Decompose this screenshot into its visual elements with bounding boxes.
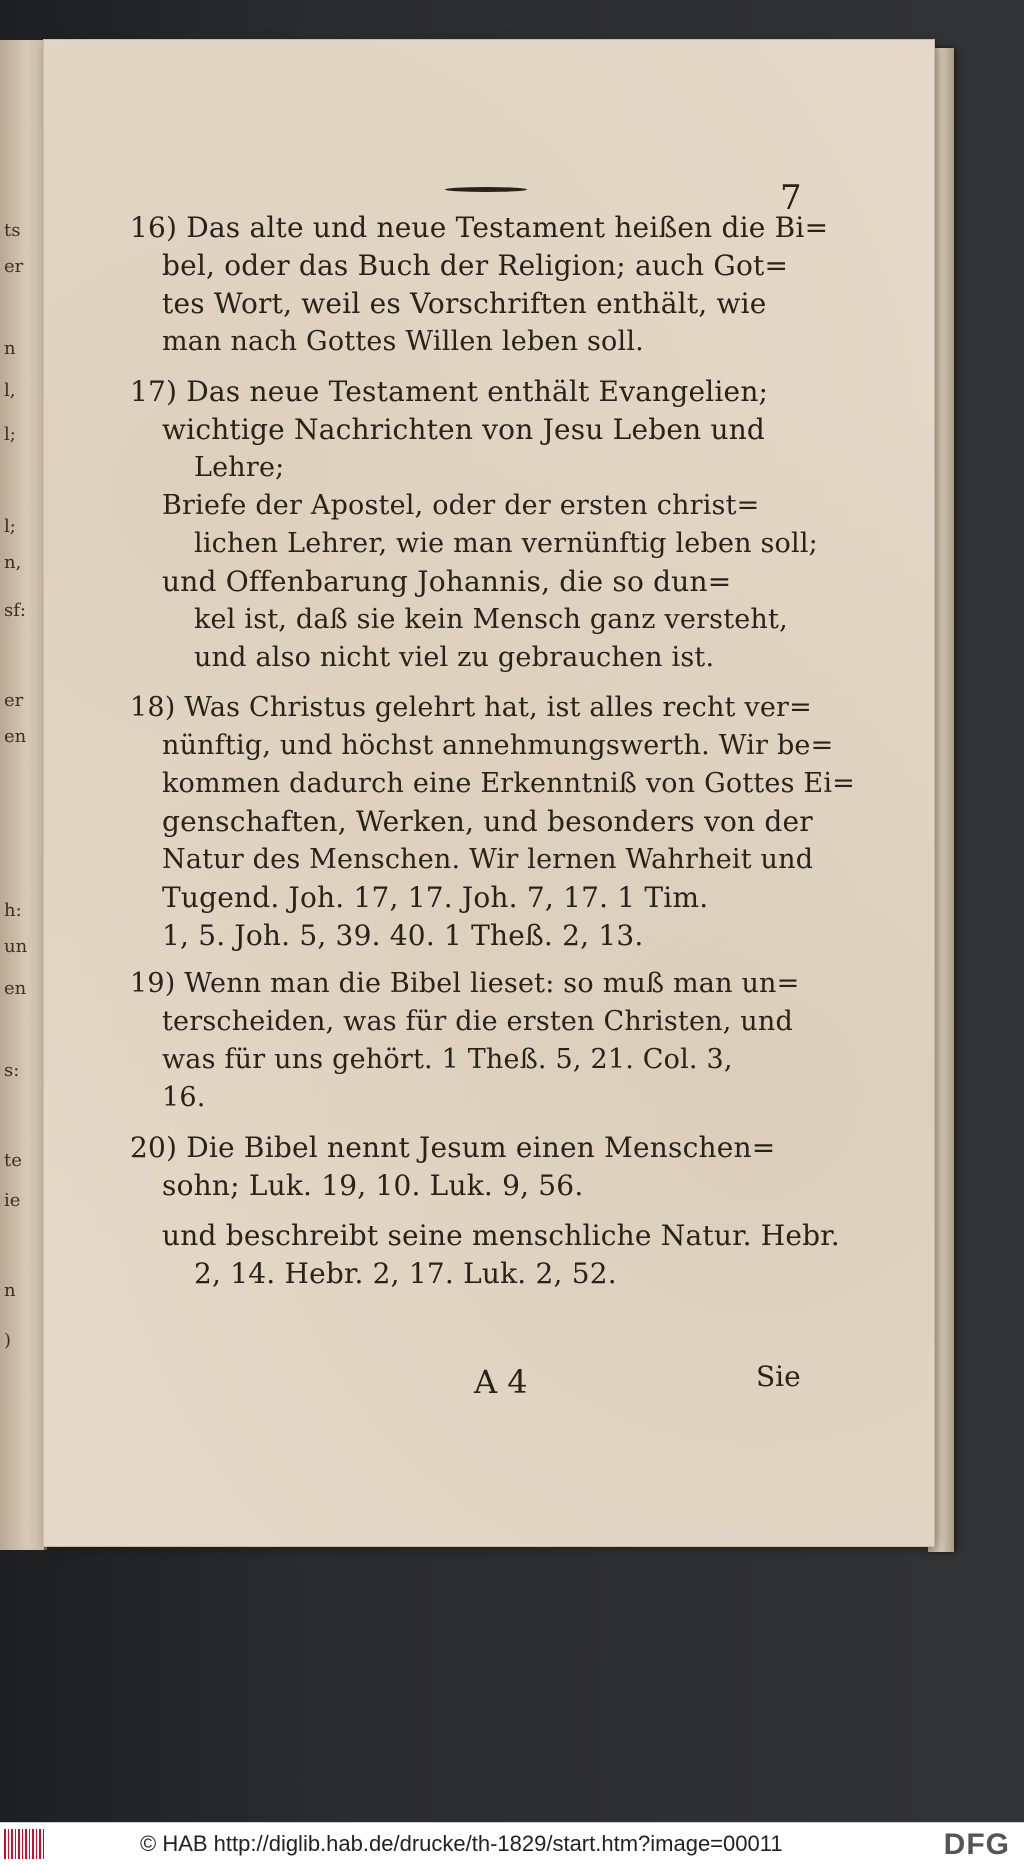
text-line: 18) Was Christus gelehrt hat, ist alles recht ver=	[130, 692, 812, 723]
text-line: Natur des Menschen. Wir lernen Wahrheit und	[162, 844, 814, 875]
text-line: kommen dadurch eine Erkenntniß von Gottes Ei=	[162, 768, 856, 799]
footer-url[interactable]: © HAB http://diglib.hab.de/drucke/th-1829/start.htm?image=00011	[140, 1831, 783, 1856]
left-fragment: l;	[4, 424, 16, 445]
book-page	[44, 40, 934, 1546]
text-line: sohn; Luk. 19, 10. Luk. 9, 56.	[162, 1169, 584, 1202]
text-line: und also nicht viel zu gebrauchen ist.	[194, 642, 715, 673]
left-fragment: en	[4, 726, 27, 747]
left-fragment: en	[4, 978, 27, 999]
left-fragment: l;	[4, 516, 16, 537]
text-line: Briefe der Apostel, oder der ersten christ=	[162, 490, 760, 521]
left-fragment: te	[4, 1150, 22, 1171]
text-line: und beschreibt seine menschliche Natur. Hebr.	[162, 1219, 840, 1252]
barcode-icon	[4, 1829, 44, 1859]
signature-mark: A 4	[474, 1363, 528, 1401]
left-fragment: )	[4, 1330, 12, 1351]
footer-bar	[0, 1822, 1024, 1865]
left-fragment: er	[4, 690, 24, 711]
text-line: 2, 14. Hebr. 2, 17. Luk. 2, 52.	[194, 1257, 617, 1290]
left-fragment: n	[4, 338, 16, 359]
text-line: bel, oder das Buch der Religion; auch Got=	[162, 249, 789, 282]
left-fragment: ie	[4, 1190, 21, 1211]
text-line: 1, 5. Joh. 5, 39. 40. 1 Theß. 2, 13.	[162, 919, 644, 952]
text-line: tes Wort, weil es Vorschriften enthält, wie	[162, 287, 767, 320]
text-line: was für uns gehört. 1 Theß. 5, 21. Col. 3,	[162, 1044, 733, 1075]
left-fragment: un	[4, 936, 28, 957]
page-number: 7	[780, 178, 802, 218]
text-line: terscheiden, was für die ersten Christen, und	[162, 1006, 793, 1037]
text-line: 16) Das alte und neue Testament heißen die Bi=	[130, 211, 829, 244]
left-fragment: ts	[4, 220, 21, 241]
text-line: 17) Das neue Testament enthält Evangelien;	[130, 375, 769, 408]
text-line: genschaften, Werken, und besonders von der	[162, 805, 813, 838]
text-line: 20) Die Bibel nennt Jesum einen Menschen=	[130, 1131, 776, 1164]
left-fragment: h:	[4, 900, 22, 921]
left-fragment: l,	[4, 380, 16, 401]
text-line: 16.	[162, 1082, 206, 1113]
catchword: Sie	[756, 1360, 801, 1393]
text-line: Tugend. Joh. 17, 17. Joh. 7, 17. 1 Tim.	[162, 881, 709, 914]
left-fragment: s:	[4, 1060, 20, 1081]
left-fragment: n	[4, 1280, 16, 1301]
left-fragment: n,	[4, 552, 22, 573]
dfg-logo: DFG	[943, 1828, 1010, 1861]
text-line: 19) Wenn man die Bibel lieset: so muß man un=	[130, 968, 800, 999]
text-line: man nach Gottes Willen leben soll.	[162, 326, 644, 357]
text-line: kel ist, daß sie kein Mensch ganz versteht,	[194, 604, 788, 635]
text-line: wichtige Nachrichten von Jesu Leben und	[162, 413, 766, 446]
left-fragment: er	[4, 256, 24, 277]
left-fragment: sf:	[4, 600, 26, 621]
text-line: und Offenbarung Johannis, die so dun=	[162, 565, 732, 598]
text-line: lichen Lehrer, wie man vernünftig leben soll;	[194, 528, 818, 559]
text-line: nünftig, und höchst annehmungswerth. Wir be=	[162, 730, 834, 761]
text-line: Lehre;	[194, 452, 285, 483]
left-page-edge	[0, 40, 47, 1550]
page-text	[44, 40, 934, 1546]
